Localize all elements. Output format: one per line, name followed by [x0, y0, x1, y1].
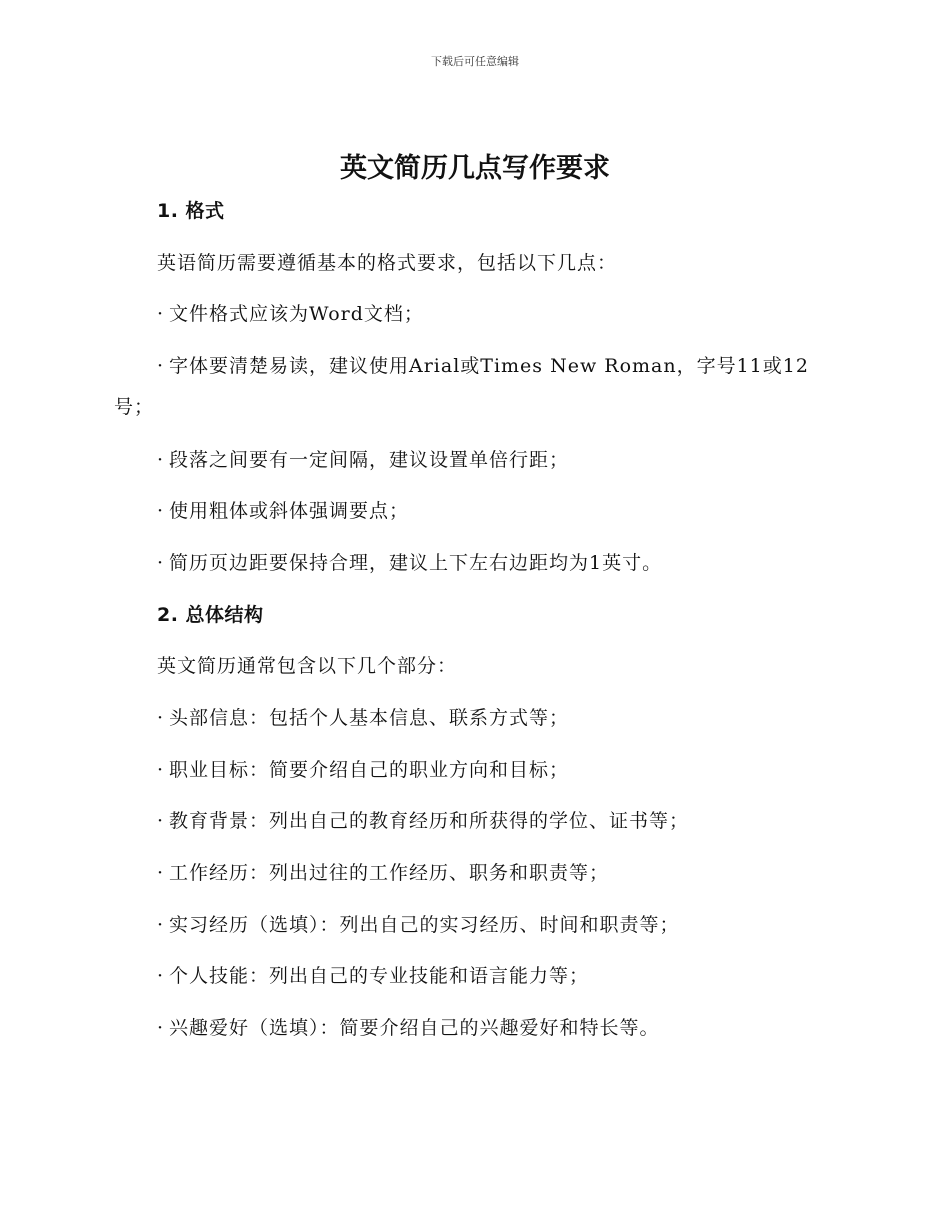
- bullet-mark: ·: [157, 707, 165, 729]
- list-item-text: 字体要清楚易读，建议使用Arial或Times New Roman，字号11或12: [169, 355, 809, 377]
- list-item-text: 教育背景：列出自己的教育经历和所获得的学位、证书等；: [169, 810, 690, 832]
- section-heading-structure: 2. 总体结构: [157, 604, 264, 626]
- list-item-text: 使用粗体或斜体强调要点；: [169, 500, 410, 522]
- document-title: 英文简历几点写作要求: [340, 153, 610, 184]
- list-item: [157, 859, 609, 887]
- list-item: [157, 497, 409, 525]
- bullet-mark: ·: [157, 965, 165, 987]
- bullet-mark: ·: [157, 303, 165, 325]
- list-item: [157, 549, 662, 577]
- section-intro: 英语简历需要遵循基本的格式要求，包括以下几点：: [157, 252, 618, 274]
- section-heading-format: 1. 格式: [157, 200, 225, 222]
- list-item-text: 简历页边距要保持合理，建议上下左右边距均为1英寸。: [169, 552, 663, 574]
- list-item: [157, 962, 589, 990]
- list-item-text: 职业目标：简要介绍自己的职业方向和目标；: [169, 759, 570, 781]
- section-intro: 英文简历通常包含以下几个部分：: [157, 655, 458, 677]
- bullet-mark: ·: [157, 449, 165, 471]
- list-item: [157, 756, 569, 784]
- list-item-text: 工作经历：列出过往的工作经历、职务和职责等；: [169, 862, 610, 884]
- bullet-mark: ·: [157, 810, 165, 832]
- bullet-mark: ·: [157, 1017, 165, 1039]
- bullet-mark: ·: [157, 355, 165, 377]
- list-item: [157, 446, 569, 474]
- list-item: [157, 704, 569, 732]
- list-item: [157, 1014, 660, 1042]
- page-header: 下载后可任意编辑: [431, 55, 519, 68]
- list-item: [157, 911, 680, 939]
- list-item-text: 实习经历（选填）：列出自己的实习经历、时间和职责等；: [169, 914, 680, 936]
- list-item-text: 头部信息：包括个人基本信息、联系方式等；: [169, 707, 570, 729]
- list-item-text: 个人技能：列出自己的专业技能和语言能力等；: [169, 965, 590, 987]
- bullet-mark: ·: [157, 552, 165, 574]
- list-item: [157, 807, 689, 835]
- list-item-text: 段落之间要有一定间隔，建议设置单倍行距；: [169, 449, 570, 471]
- bullet-mark: ·: [157, 759, 165, 781]
- list-item: [157, 300, 424, 328]
- list-item-text: 兴趣爱好（选填）：简要介绍自己的兴趣爱好和特长等。: [169, 1017, 660, 1039]
- bullet-mark: ·: [157, 500, 165, 522]
- list-item: [157, 352, 809, 380]
- list-item-continuation: 号；: [114, 396, 155, 418]
- bullet-mark: ·: [157, 914, 165, 936]
- list-item-text: 文件格式应该为Word文档；: [169, 303, 424, 325]
- bullet-mark: ·: [157, 862, 165, 884]
